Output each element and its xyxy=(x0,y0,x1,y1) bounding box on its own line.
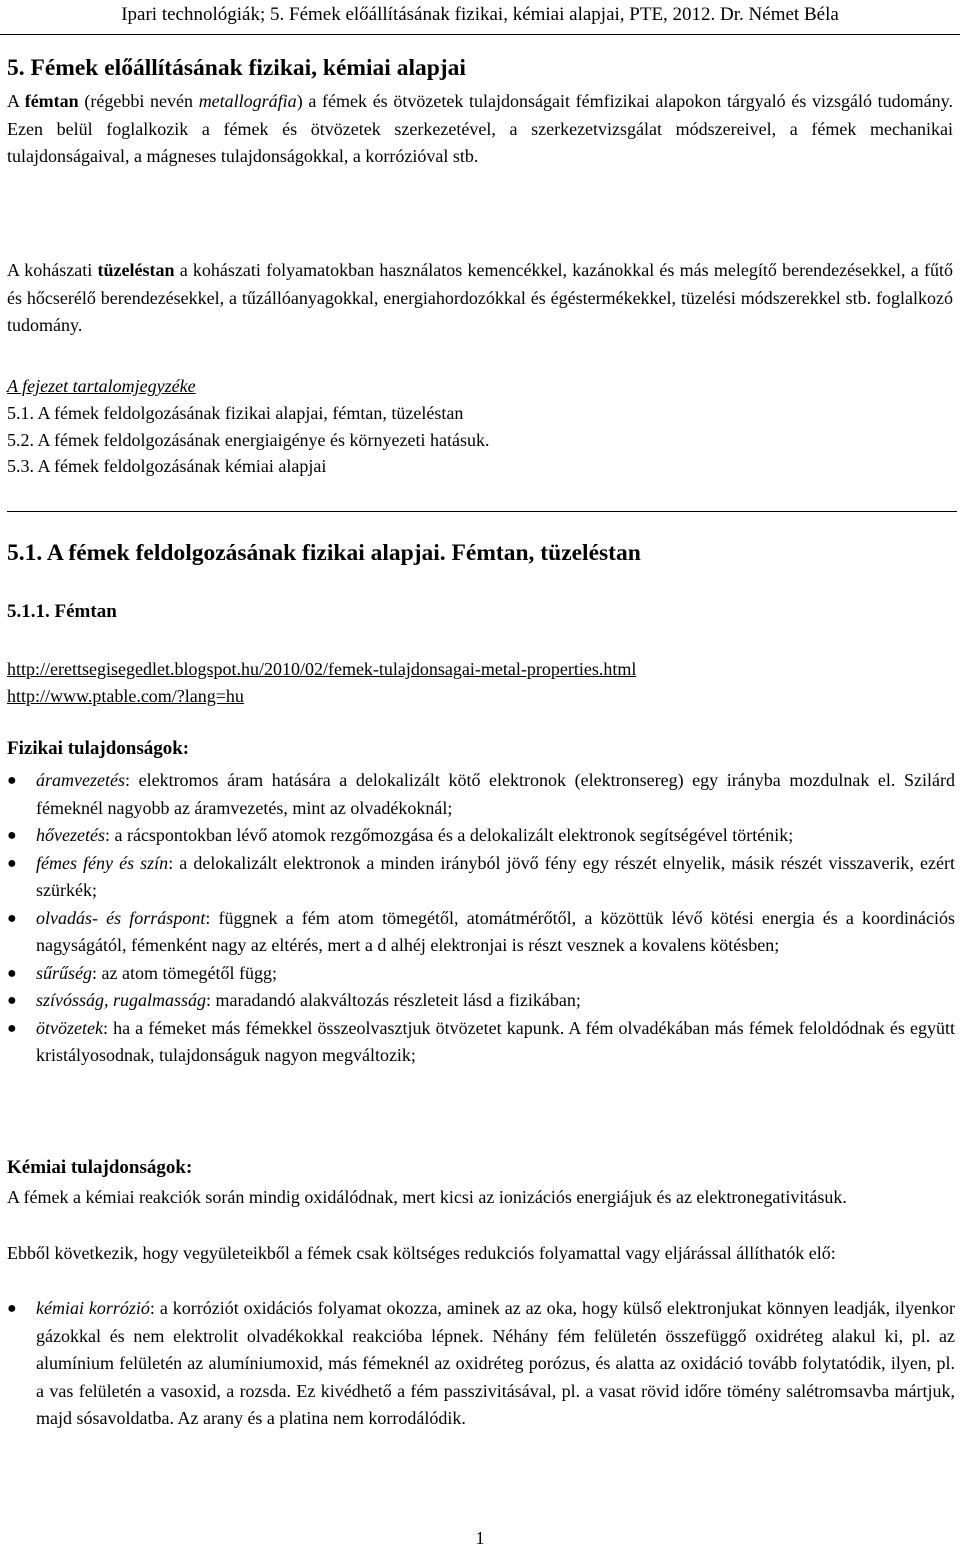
intro-1-italic: metallográfia xyxy=(198,91,297,111)
reference-link-ptable[interactable]: http://www.ptable.com/?lang=hu xyxy=(7,686,244,706)
bullet-icon: ● xyxy=(7,909,17,927)
list-item xyxy=(0,905,955,960)
intro-2-post: a kohászati folyamatokban használatos kemencékkel, kazánokkal és más melegítő berendezésekkel, a fűtő és hőcserélő berendezésekkel, a tűzállóanyagokkal, energiahordozókkal és égéstermékekkel, tüzelési módszerekkel stb. foglalkozó tudomány. xyxy=(7,260,954,335)
property-term: áramvezetés xyxy=(36,770,125,790)
intro-1-term: fémtan xyxy=(24,91,79,111)
toc-item: 5.1. A fémek feldolgozásának fizikai alapjai, fémtan, tüzeléstan xyxy=(7,403,464,423)
reference-link-blogspot[interactable]: http://erettsegisegedlet.blogspot.hu/2010/02/femek-tulajdonsagai-metal-properties.html xyxy=(7,659,637,679)
property-text: : a rácspontokban lévő atomok rezgőmozgása és a delokalizált elektronok segítségével történik; xyxy=(104,825,794,845)
chemical-paragraph-1: A fémek a kémiai reakciók során mindig oxidálódnak, mert kicsi az ionizációs energiájuk és az elektronegativitásuk. xyxy=(7,1187,847,1207)
bullet-icon: ● xyxy=(7,772,17,789)
section-divider xyxy=(7,511,957,512)
bullet-icon: ● xyxy=(7,992,17,1009)
chemical-properties-list xyxy=(0,1295,955,1433)
property-term: sűrűség xyxy=(36,962,93,983)
running-header: Ipari technológiák; 5. Fémek előállításának fizikai, kémiai alapjai, PTE, 2012. Dr. Német Béla xyxy=(0,0,960,35)
property-text: : függnek a fém atom tömegétől, atomátmérőtől, a közöttük lévő kötési energia és a koordinációs nagyságától, fémenként nagy az eltérés, mert a d alhéj elektronjai is részt vesznek a kovalens kötésben; xyxy=(36,907,956,955)
physical-properties-list xyxy=(0,767,955,1070)
list-item xyxy=(0,822,955,850)
chapter-title: 5. Fémek előállításának fizikai, kémiai alapjai xyxy=(7,55,466,81)
physical-properties-heading: Fizikai tulajdonságok: xyxy=(7,738,190,759)
intro-1-mid: (régebbi nevén xyxy=(78,91,199,111)
section-title: 5.1. A fémek feldolgozásának fizikai alapjai. Fémtan, tüzeléstan xyxy=(7,540,641,566)
bullet-icon: ● xyxy=(7,964,17,982)
list-item xyxy=(0,1295,955,1433)
chemical-paragraph-2: Ebből következik, hogy vegyületeikből a fémek csak költséges redukciós folyamattal vagy eljárással állíthatók elő: xyxy=(7,1243,836,1263)
bullet-icon: ● xyxy=(7,854,17,872)
list-item xyxy=(0,1015,955,1070)
property-text: : maradandó alakváltozás részleteit lásd a fizikában; xyxy=(206,990,581,1010)
subsection-title: 5.1.1. Fémtan xyxy=(7,601,117,622)
property-term: fémes fény és szín xyxy=(36,852,169,873)
property-term: kémiai korrózió xyxy=(36,1298,150,1318)
intro-2-term: tüzeléstan xyxy=(97,260,175,280)
property-text: : a delokalizált elektronok a minden irányból jövő fény egy részét elnyelik, másik részét visszaverik, ezért szürkék; xyxy=(36,852,955,900)
intro-paragraph-2 xyxy=(7,257,953,340)
bullet-icon: ● xyxy=(7,1300,17,1317)
property-text: : a korróziót oxidációs folyamat okozza, aminek az az oka, hogy külső elektronjukat könnyen leadják, ilyenkor gázokkal és nem elektrolit olvadékokkal reakcióba lépnek. Néhány fém felületén összefüggő oxidréteg alakul ki, pl. az alumínium felületén az alumíniumoxid, más fémeknél az oxidréteg porózus, és alatta az oxidáció tovább folytatódik, ilyen, pl. a vas felületén a vasoxid, a rozsda. Ez kivédhető a fém passzivitásával, pl. a vasat rövid időre tömény salétromsavba mártjuk, majd sósavoldatba. Az arany és a platina nem korrodálódik. xyxy=(36,1298,956,1428)
list-item xyxy=(0,960,955,988)
property-text: : ha a fémeket más fémekkel összeolvasztjuk ötvözetet kapunk. A fém olvadékában más fémek feloldódnak és együtt kristályosodnak, tulajdonságuk nagyon megváltozik; xyxy=(36,1017,955,1065)
intro-paragraph-1 xyxy=(7,88,953,171)
intro-2-pre: A kohászati xyxy=(7,260,98,280)
property-term: olvadás- és forráspont xyxy=(36,907,206,928)
reference-links xyxy=(7,656,636,710)
property-term: hővezetés xyxy=(36,825,105,845)
table-of-contents xyxy=(7,400,490,480)
chemical-properties-heading: Kémiai tulajdonságok: xyxy=(7,1157,193,1178)
property-term: szívósság, rugalmasság xyxy=(36,990,207,1010)
intro-1-pre: A xyxy=(7,91,25,111)
toc-item: 5.3. A fémek feldolgozásának kémiai alapjai xyxy=(7,456,327,476)
toc-title[interactable]: A fejezet tartalomjegyzéke xyxy=(7,376,196,396)
list-item xyxy=(0,850,955,905)
list-item xyxy=(0,987,955,1015)
page-number: 1 xyxy=(475,1528,485,1548)
property-term: ötvözetek xyxy=(36,1017,103,1038)
toc-item: 5.2. A fémek feldolgozásának energiaigénye és környezeti hatásuk. xyxy=(7,429,490,450)
bullet-icon: ● xyxy=(7,1019,17,1037)
intro-1-post: ) a fémek és ötvözetek tulajdonságait fémfizikai alapokon tárgyaló és vizsgáló tudomány. Ezen belül foglalkozik a fémek és ötvözetek szerkezetével, a szerkezetvizsgálat módszereivel, a fémek mechanikai tulajdonságaival, a mágneses tulajdonságokkal, a korrózióval stb. xyxy=(7,91,953,166)
bullet-icon: ● xyxy=(7,827,17,844)
property-text: : elektromos áram hatására a delokalizált kötő elektronok (elektronsereg) egy irányba mozdulnak el. Szilárd fémeknél nagyobb az áramvezetés, mint az olvadékoknál; xyxy=(36,770,955,818)
property-text: : az atom tömegétől függ; xyxy=(92,962,277,983)
list-item xyxy=(0,767,955,822)
